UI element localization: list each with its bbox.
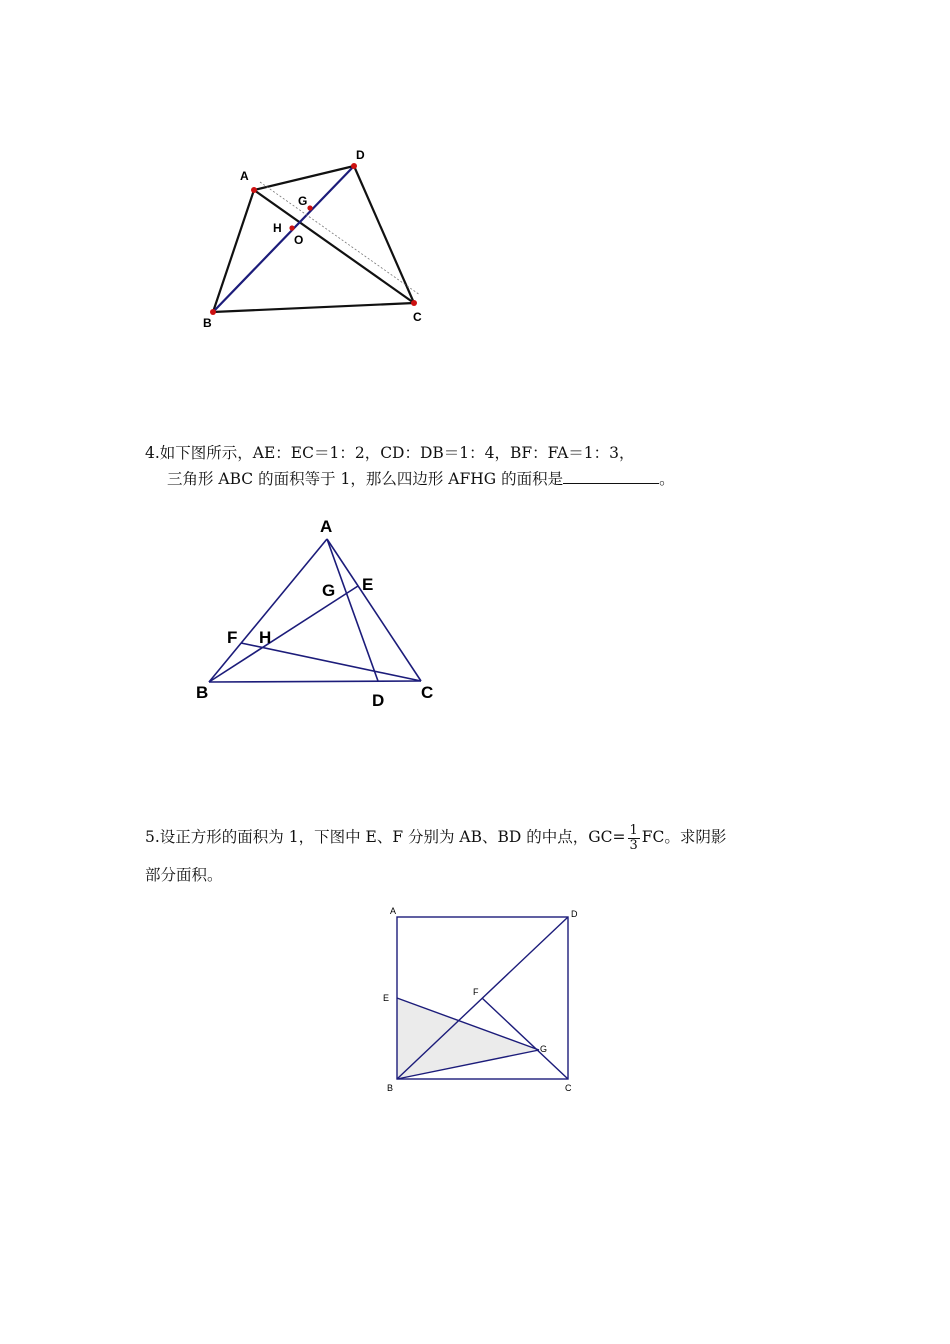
label-c: C [565, 1083, 572, 1093]
edge-ad [254, 166, 354, 190]
cevian-cf [241, 643, 421, 681]
label-f: F [473, 987, 479, 997]
problem-4-line-2-end: 。 [659, 470, 675, 488]
edge-ba [213, 190, 254, 312]
label-b: B [196, 683, 209, 702]
figure-square-abcd [375, 900, 590, 1100]
quad-lines [213, 166, 414, 312]
edge-cb [213, 303, 414, 312]
label-e: E [362, 575, 374, 594]
point-d [351, 163, 357, 169]
edge-bc [209, 681, 421, 682]
label-b: B [203, 316, 212, 330]
label-a: A [390, 906, 397, 916]
label-h: H [259, 628, 272, 647]
edge-ab [209, 539, 327, 682]
label-a: A [240, 169, 249, 183]
point-g [307, 205, 312, 210]
point-a [251, 187, 257, 193]
problem-5-line-1 [145, 818, 726, 856]
point-h [289, 225, 294, 230]
label-g: G [322, 581, 336, 600]
answer-blank [563, 467, 659, 484]
label-e: E [383, 993, 390, 1003]
fraction-one-third [628, 824, 640, 853]
label-d: D [372, 691, 385, 710]
problem-4-line-1: 4.如下图所示，AE：EC＝1：2，CD：DB＝1：4，BF：FA＝1：3， [145, 444, 635, 462]
figure-triangle-abc [190, 510, 450, 710]
edge-ac [327, 539, 421, 681]
diagonal-bd [213, 166, 354, 312]
problem-4-line-2 [145, 466, 675, 492]
problem-4-line-2-text: 三角形 ABC 的面积等于 1，那么四边形 AFHG 的面积是 [167, 470, 564, 488]
label-a: A [320, 517, 333, 536]
problem-5-line-1-text: 5.设正方形的面积为 1，下图中 E、F 分别为 AB、BD 的中点，GC= [145, 828, 626, 846]
label-h: H [273, 221, 282, 235]
shaded-region [397, 998, 539, 1079]
fraction-denominator: 3 [629, 837, 638, 853]
label-d: D [356, 148, 365, 162]
problem-5-line-2: 部分面积。 [145, 866, 223, 884]
cevian-ad [327, 539, 378, 681]
triangle-lines [209, 539, 421, 682]
label-c: C [413, 310, 422, 324]
problem-5-line-1-end: FC。求阴影 [641, 828, 727, 846]
label-g: G [298, 194, 308, 208]
point-b [210, 309, 216, 315]
label-d: D [571, 909, 578, 919]
problem-5-text [145, 818, 726, 894]
label-b: B [387, 1083, 394, 1093]
point-c [411, 300, 417, 306]
fraction-numerator: 1 [629, 822, 638, 838]
label-g: G [540, 1044, 548, 1054]
figure-quadrilateral-abcd [180, 140, 460, 340]
label-f: F [227, 628, 238, 647]
label-c: C [421, 683, 434, 702]
label-o: O [294, 233, 304, 247]
problem-4-text [145, 440, 675, 492]
